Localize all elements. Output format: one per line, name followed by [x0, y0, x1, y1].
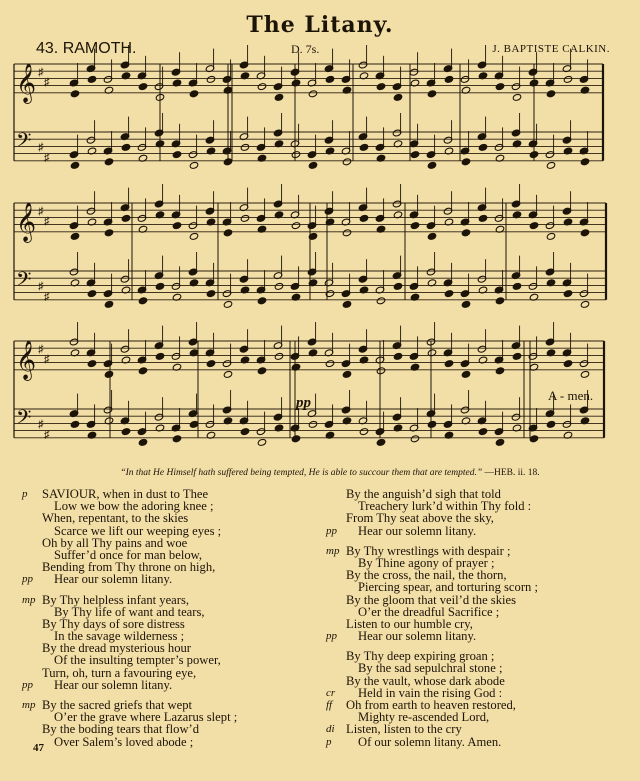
verse-line-text: Over Salem’s loved abode ;: [54, 734, 194, 749]
verse-line-text: By Thy deep expiring groan ;: [346, 649, 495, 664]
hymn-text-left-column: [22, 488, 322, 756]
verse-line: [326, 723, 626, 735]
verse-line-text: By the anguish’d sigh that told: [346, 487, 501, 501]
bass-clef: 𝄢: [16, 128, 32, 157]
dynamic-marking: di: [326, 723, 335, 736]
verse-line-text: When, repentant, to the skies: [42, 511, 189, 526]
notehead: [274, 93, 283, 101]
notehead: [138, 438, 147, 446]
notehead: [376, 438, 385, 446]
verse-line: [326, 525, 626, 537]
notehead: [155, 352, 164, 360]
music-system: [14, 184, 606, 308]
notehead: [308, 420, 317, 428]
verse-line-text: By the vault, whose dark abode: [346, 673, 505, 688]
key-signature: ♯: [44, 353, 50, 366]
verse-line: [22, 679, 322, 691]
notehead: [342, 229, 351, 237]
key-signature: ♯: [38, 205, 44, 218]
dynamic-marking: pp: [22, 678, 33, 691]
notehead: [240, 428, 249, 436]
notehead: [274, 352, 283, 360]
notehead: [478, 143, 487, 151]
notehead: [291, 435, 300, 443]
notehead: [444, 75, 453, 83]
notehead: [478, 428, 487, 436]
dynamic-marking: cr: [326, 686, 336, 699]
page-title: The Litany.: [246, 12, 394, 38]
verse-line: [326, 630, 626, 642]
notehead: [427, 90, 436, 98]
notehead: [495, 83, 504, 91]
hymn-composer: J. BAPTISTE CALKIN.: [492, 43, 610, 55]
notehead: [206, 290, 215, 298]
stanza: [326, 545, 626, 643]
verse-line-text: Bending from Thy throne on high,: [42, 560, 216, 575]
verse-line-text: SAVIOUR, when in dust to Thee: [42, 487, 209, 501]
epigraph: [40, 468, 620, 478]
notehead: [70, 90, 79, 98]
verse-line: [326, 736, 626, 748]
verse-line-text: Hear our solemn litany.: [358, 629, 477, 644]
notehead: [121, 214, 130, 222]
verse-line: [326, 594, 626, 606]
notehead: [376, 367, 385, 375]
notehead: [291, 222, 300, 230]
dynamic-marking: p: [22, 488, 28, 500]
verse-line: [326, 675, 626, 687]
verse-line-text: In the savage wilderness ;: [54, 629, 185, 644]
stanza: [326, 650, 626, 748]
notehead: [223, 229, 232, 237]
verse-line-text: By the dread mysterious hour: [42, 641, 191, 656]
notehead: [512, 93, 521, 101]
verse-line-text: By Thy days of sore distress: [42, 616, 185, 631]
verse-line-text: Oh by all Thy pains and woe: [42, 535, 188, 550]
notehead: [529, 222, 538, 230]
notehead: [580, 158, 589, 166]
notehead: [563, 290, 572, 298]
verse-line-text: Low we bow the adoring knee ;: [54, 499, 214, 514]
dynamic-marking: mp: [22, 593, 36, 606]
verse-line-text: Hear our solemn litany.: [54, 572, 173, 587]
verse-line-text: O’er the grave where Lazarus slept ;: [54, 710, 238, 725]
verse-line: [22, 594, 322, 606]
notehead: [393, 93, 402, 101]
notehead: [172, 151, 181, 159]
notehead: [257, 438, 266, 446]
notehead: [461, 158, 470, 166]
notehead: [189, 90, 198, 98]
verse-line-text: Scarce we lift our weeping eyes ;: [54, 523, 222, 538]
notehead: [104, 229, 113, 237]
verse-line-text: Hear our solemn litany.: [54, 677, 173, 692]
verse-line-text: Oh from earth to heaven restored,: [346, 698, 516, 712]
key-signature: ♯: [44, 428, 50, 441]
notehead: [512, 352, 521, 360]
key-signature: ♯: [38, 343, 44, 356]
notehead: [393, 282, 402, 290]
dynamic-marking: mp: [326, 544, 340, 557]
key-signature: ♯: [44, 290, 50, 303]
epigraph-text: “In that He Himself hath suffered being tempted, He is able to succour them that are tempted.”: [120, 468, 483, 478]
hymn-number: 43. RAMOTH.: [36, 40, 137, 57]
notehead: [359, 428, 368, 436]
notehead: [512, 282, 521, 290]
verse-line-text: By Thine agony of prayer ;: [358, 555, 495, 570]
dynamic-marking: pp: [326, 524, 337, 537]
verse-line-text: By the sacred griefs that wept: [42, 698, 193, 712]
notehead: [206, 360, 215, 368]
verse-line-text: O’er the dreadful Sacrifice ;: [358, 604, 500, 619]
verse-line-text: By Thy helpless infant years,: [42, 592, 190, 607]
notehead: [461, 300, 470, 308]
dynamic-marking: pp: [326, 630, 337, 643]
key-signature: ♯: [38, 418, 44, 431]
notehead: [70, 161, 79, 169]
music-system: [14, 322, 604, 446]
notehead: [427, 232, 436, 240]
verse-line-text: By the gloom that veil’d the skies: [346, 592, 516, 607]
verse-line-text: From Thy seat above the sky,: [346, 511, 494, 526]
verse-line: [326, 512, 626, 524]
notehead: [223, 300, 232, 308]
verse-line-text: Piercing spear, and torturing scorn ;: [358, 580, 538, 595]
score-systems: [14, 45, 606, 446]
verse-line-text: Listen to our humble cry,: [346, 616, 473, 631]
notehead: [546, 232, 555, 240]
hymn-meter: D. 7s.: [291, 42, 320, 56]
notehead: [427, 161, 436, 169]
notehead: [87, 360, 96, 368]
notehead: [376, 83, 385, 91]
verse-line-text: Of the insulting tempter’s power,: [54, 653, 221, 668]
notehead: [104, 300, 113, 308]
notehead: [495, 297, 504, 305]
verse-line-text: Suffer’d once for man below,: [54, 547, 203, 562]
verse-line: [326, 581, 626, 593]
notehead: [257, 297, 266, 305]
treble-clef: 𝄞: [16, 202, 37, 243]
notehead: [104, 158, 113, 166]
notehead: [325, 75, 334, 83]
verse-line-text: Treachery lurk’d within Thy fold :: [358, 499, 532, 514]
key-signature: ♯: [38, 141, 44, 154]
notehead: [410, 222, 419, 230]
notehead: [223, 158, 232, 166]
notehead: [121, 143, 130, 151]
key-signature: ♯: [38, 280, 44, 293]
notehead: [563, 360, 572, 368]
verse-line-text: By the sad sepulchral stone ;: [358, 661, 503, 676]
notehead: [172, 435, 181, 443]
notehead: [410, 151, 419, 159]
verse-line-text: By Thy life of want and tears,: [54, 604, 205, 619]
verse-line: [22, 723, 322, 735]
amen-label: A - men.: [548, 388, 594, 403]
notehead: [546, 90, 555, 98]
notehead: [444, 290, 453, 298]
notehead: [580, 370, 589, 378]
notehead: [427, 420, 436, 428]
verse-line: [22, 512, 322, 524]
verse-line: [22, 573, 322, 585]
key-signature: ♯: [44, 76, 50, 89]
verse-line-text: By the cross, the nail, the thorn,: [346, 568, 507, 583]
verse-line: [326, 662, 626, 674]
notehead: [206, 75, 215, 83]
notehead: [376, 297, 385, 305]
notehead: [291, 151, 300, 159]
notehead: [546, 161, 555, 169]
notehead: [444, 360, 453, 368]
notehead: [189, 232, 198, 240]
notehead: [359, 143, 368, 151]
key-signature: ♯: [44, 151, 50, 164]
stanza: [22, 488, 322, 586]
verse-line: [22, 654, 322, 666]
verse-line-text: Held in vain the rising God :: [358, 685, 503, 700]
dynamic-marking: ff: [326, 699, 333, 711]
stanza: [22, 699, 322, 748]
verse-line-text: Listen, listen to the cry: [346, 722, 462, 737]
notehead: [223, 370, 232, 378]
notehead: [87, 290, 96, 298]
hymn-text-right-column: [326, 488, 626, 756]
notehead: [87, 75, 96, 83]
page-number: 47: [33, 742, 44, 754]
notehead: [461, 370, 470, 378]
notehead: [274, 282, 283, 290]
verse-line-text: Mighty re-ascended Lord,: [358, 710, 490, 725]
notehead: [580, 300, 589, 308]
notehead: [342, 158, 351, 166]
verse-line-text: Turn, oh, turn a favouring eye,: [42, 665, 197, 680]
notehead: [325, 360, 334, 368]
bass-clef: 𝄢: [16, 267, 32, 296]
notehead: [546, 420, 555, 428]
notehead: [342, 300, 351, 308]
verse-line-text: Hear our solemn litany.: [358, 523, 477, 538]
verse-line-text: By the boding tears that flow’d: [42, 722, 200, 737]
verse-line-text: Of our solemn litany. Amen.: [358, 734, 502, 749]
notehead: [359, 214, 368, 222]
notehead: [342, 370, 351, 378]
verse-line: [22, 736, 322, 748]
treble-clef: 𝄞: [16, 63, 37, 104]
notehead: [189, 420, 198, 428]
notehead: [155, 282, 164, 290]
verse-line-text: By Thy wrestlings with despair ;: [346, 543, 511, 558]
notehead: [495, 367, 504, 375]
treble-clef: 𝄞: [16, 340, 37, 381]
key-signature: ♯: [38, 66, 44, 79]
notehead: [393, 352, 402, 360]
notehead: [189, 161, 198, 169]
notehead: [529, 435, 538, 443]
notehead: [529, 151, 538, 159]
dynamic-marking: mp: [22, 699, 36, 711]
notehead: [70, 420, 79, 428]
bass-clef: 𝄢: [16, 405, 32, 434]
verse-line: [22, 525, 322, 537]
notehead: [495, 438, 504, 446]
dynamic-marking: pp: [22, 573, 33, 586]
notehead: [257, 367, 266, 375]
notehead: [563, 75, 572, 83]
notehead: [410, 435, 419, 443]
notehead: [478, 214, 487, 222]
notehead: [580, 229, 589, 237]
verse-line: [22, 667, 322, 679]
epigraph-reference: —HEB. ii. 18.: [484, 468, 540, 478]
notehead: [240, 143, 249, 151]
notehead: [138, 367, 147, 375]
notehead: [240, 214, 249, 222]
notehead: [308, 161, 317, 169]
notehead: [121, 428, 130, 436]
notehead: [172, 222, 181, 230]
stanza: [326, 488, 626, 537]
notehead: [308, 90, 317, 98]
notehead: [461, 229, 470, 237]
notehead: [104, 370, 113, 378]
dynamic-marking: p: [326, 735, 332, 748]
music-system: [14, 45, 603, 169]
key-signature: ♯: [44, 215, 50, 228]
notehead: [138, 297, 147, 305]
notehead: [70, 232, 79, 240]
dynamic-mark: pp: [296, 395, 311, 411]
stanza: [22, 594, 322, 692]
notehead: [257, 83, 266, 91]
notehead: [138, 83, 147, 91]
